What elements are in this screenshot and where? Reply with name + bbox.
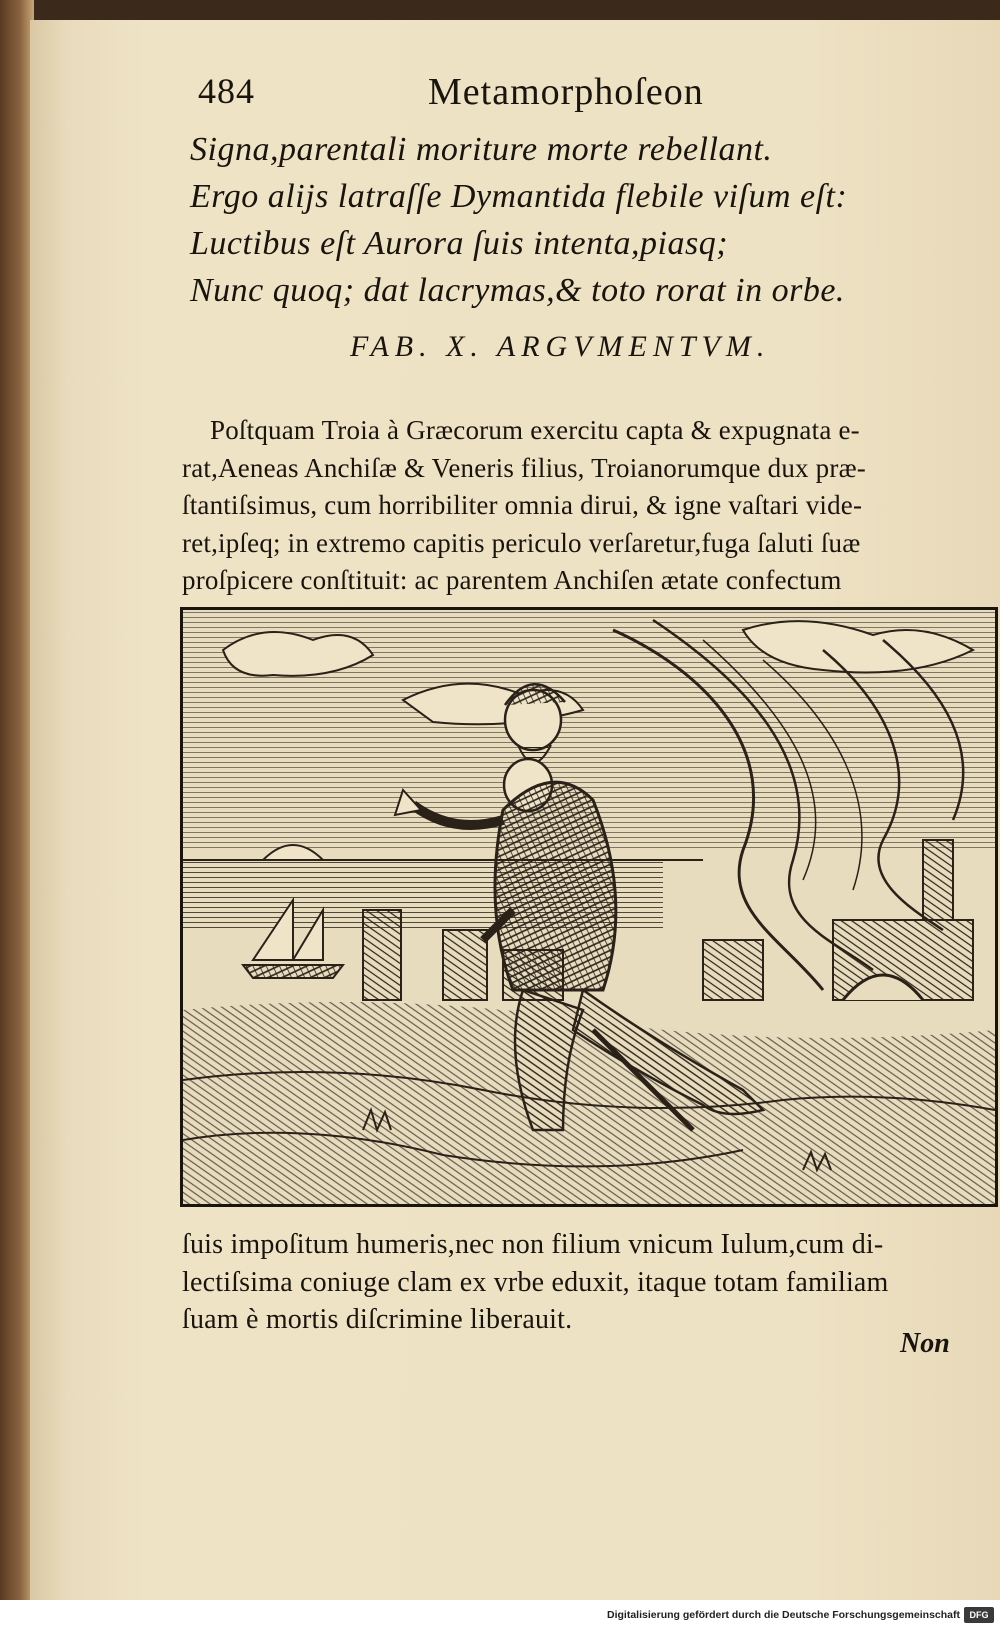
- verse-line: Ergo alijs latraſſe Dymantida flebile viſum eſt:: [190, 178, 848, 215]
- dfg-logo: DFG: [964, 1607, 994, 1623]
- verse-line: Signa,parentali moriture morte rebellant.: [190, 131, 773, 168]
- page-number: 484: [198, 71, 255, 111]
- footer-bar: [0, 1600, 1000, 1632]
- argument-paragraph: [182, 412, 1000, 600]
- argument-line: Poſtquam Troia à Græcorum exercitu capta & expugnata e-: [210, 415, 860, 445]
- verse-line: Luctibus eſt Aurora ſuis intenta,piasq;: [190, 225, 729, 262]
- argument-line: ſtantiſsimus, cum horribiliter omnia dirui, & igne vaſtari vide-: [182, 490, 863, 520]
- catchword: Non: [900, 1328, 950, 1359]
- book-spine: [0, 0, 34, 1600]
- footer-credit: Digitalisierung gefördert durch die Deutsche Forschungsgemeinschaft: [607, 1609, 960, 1621]
- page-header: [30, 70, 1000, 118]
- continuation-line: lectiſsima coniuge clam ex vrbe eduxit, itaque totam familiam: [182, 1266, 889, 1298]
- woodcut-drawing: [183, 610, 995, 1204]
- verse-block: [190, 126, 990, 314]
- argument-line: ret,ipſeq; in extremo capitis periculo verſaretur,fuga ſaluti ſuæ: [182, 527, 861, 558]
- fable-heading: FAB. X. ARGVMENTVM.: [350, 330, 771, 363]
- running-title: Metamorphoſeon: [428, 71, 704, 113]
- verse-line: Nunc quoq; dat lacrymas,& toto rorat in orbe.: [190, 272, 845, 309]
- continuation-line: ſuam è mortis diſcrimine liberauit.: [182, 1304, 573, 1335]
- continuation-line: ſuis impoſitum humeris,nec non filium vnicum Iulum,cum di-: [182, 1229, 884, 1260]
- argument-line: rat,Aeneas Anchiſæ & Veneris filius, Troianorumque dux præ-: [182, 452, 866, 483]
- continuation-paragraph: [182, 1226, 1000, 1339]
- book-page: [30, 20, 1000, 1600]
- woodcut-illustration: [180, 607, 998, 1207]
- argument-line: proſpicere conſtituit: ac parentem Anchiſen ætate confectum: [182, 565, 842, 595]
